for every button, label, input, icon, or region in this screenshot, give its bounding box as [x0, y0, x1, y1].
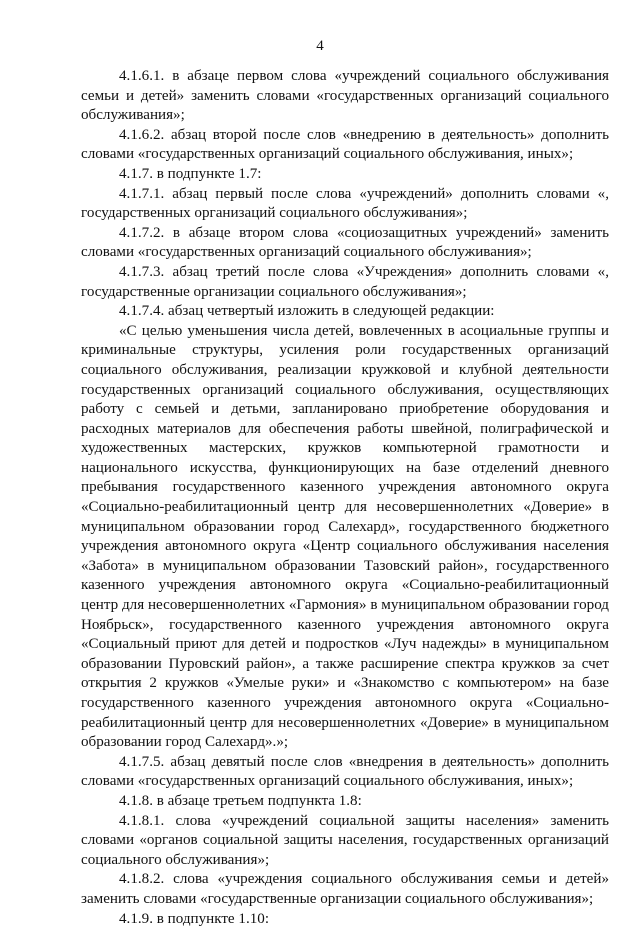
- paragraph: 4.1.9. в подпункте 1.10:: [119, 910, 270, 927]
- paragraph: 4.1.7.5. абзац девятый после слов «внедрения в деятельность» дополнить словами «государственных организаций социального обслуживания, иных»;: [81, 753, 609, 790]
- paragraph: «С целью уменьшения числа детей, вовлеченных в асоциальные группы и криминальные структуры, усиления роли государственных организаций социального обслуживания, реализации кружковой и клубной деятельности государственных организаций социального обслуживания, осуществляющих работу с семьей и детьми, запланировано приобретение оборудования и расходных материалов для обеспечения работы швейной, полиграфической и художественных мастерских, кружков компьютерной грамотности и национального искусства, функционирующих на базе отделений дневного пребывания государственного казенного учреждения автономного округа «Социально-реабилитационный центр для несовершеннолетних «Доверие» в муниципальном образовании город Салехард», государственного бюджетного учреждения автономного округа «Центр социального обслуживания населения «Забота» в муниципальном образовании Тазовский район», государственного казенного учреждения автономного округа «Социально-реабилитационный центр для несовершеннолетних «Гармония» в муниципальном образовании город Ноябрьск», государственного казенного учреждения автономного округа «Социальный приют для детей и подростков «Луч надежды» в муниципальном образовании Пуровский район», а также расширение спектра кружков за счет открытия 2 кружков «Умелые руки» и «Знакомство с компьютером» на базе государственного казенного учреждения автономного округа «Социально-реабилитационный центр для несовершеннолетних «Доверие» в муниципальном образовании город Салехард».»;: [81, 322, 609, 751]
- document-body: [81, 67, 609, 929]
- paragraph: 4.1.8.1. слова «учреждений социальной защиты населения» заменить словами «органов социальной защиты населения, государственных организаций социального обслуживания»;: [81, 812, 609, 868]
- page-number: 4: [316, 38, 324, 54]
- paragraph: 4.1.8.2. слова «учреждения социального обслуживания семьи и детей» заменить словами «государственные организации социального обслуживания»;: [81, 871, 609, 907]
- paragraph: 4.1.7. в подпункте 1.7:: [119, 165, 262, 182]
- paragraph: 4.1.7.3. абзац третий после слова «Учреждения» дополнить словами «, государственные организации социального обслуживания»;: [81, 263, 609, 300]
- paragraph: 4.1.8. в абзаце третьем подпункта 1.8:: [119, 792, 362, 809]
- paragraph: 4.1.6.2. абзац второй после слов «внедрению в деятельность» дополнить словами «государственных организаций социального обслуживания, иных»;: [81, 126, 609, 163]
- paragraph: 4.1.7.1. абзац первый после слова «учреждений» дополнить словами «, государственных организаций социального обслуживания»;: [81, 185, 609, 222]
- paragraph: 4.1.7.4. абзац четвертый изложить в следующей редакции:: [119, 303, 495, 320]
- paragraph: 4.1.7.2. в абзаце втором слова «социозащитных учреждений» заменить словами «государственных организаций социального обслуживания»;: [81, 224, 609, 261]
- paragraph: 4.1.6.1. в абзаце первом слова «учреждений социального обслуживания семьи и детей» заменить словами «государственных организаций социального обслуживания»;: [81, 68, 609, 124]
